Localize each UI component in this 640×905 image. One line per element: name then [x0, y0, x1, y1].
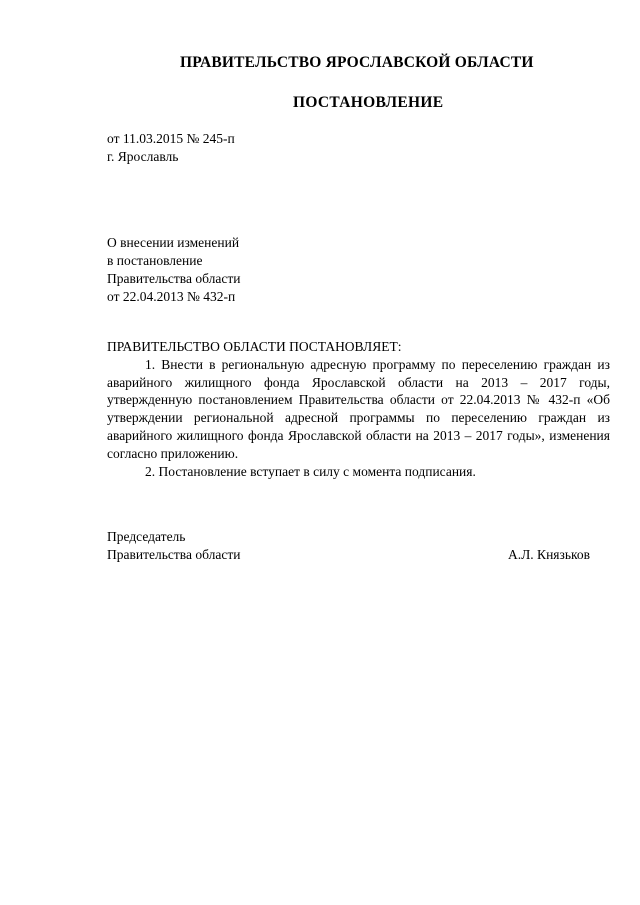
- subject-line: Правительства области: [107, 271, 241, 286]
- item-2: 2. Постановление вступает в силу с момента подписания.: [145, 463, 476, 479]
- signatory-position-line2: Правительства области: [107, 547, 241, 562]
- document-body: [107, 338, 610, 480]
- subject-block: [107, 234, 240, 306]
- preamble: ПРАВИТЕЛЬСТВО ОБЛАСТИ ПОСТАНОВЛЯЕТ:: [107, 339, 402, 354]
- date-number: от 11.03.2015 № 245-п: [107, 131, 235, 146]
- organization-title: ПРАВИТЕЛЬСТВО ЯРОСЛАВСКОЙ ОБЛАСТИ: [180, 54, 534, 71]
- item-1: 1. Внести в региональную адресную программу по переселению граждан из аварийного жилищного фонда Ярославской области на 2013 – 2017 годы, утвержденную постановлением Правительства области от 22.04.2013 № 432-п «Об утверждении региональной адресной программы по переселению граждан из аварийного жилищного фонда Ярославской области на 2013 – 2017 годы», изменения согласно приложению.: [107, 356, 610, 461]
- subject-line: в постановление: [107, 253, 203, 268]
- signatory-name: А.Л. Князьков: [508, 547, 590, 562]
- subject-line: О внесении изменений: [107, 235, 240, 250]
- signature-row: [107, 546, 590, 564]
- signatory-position-line1: Председатель: [107, 529, 186, 544]
- city: г. Ярославль: [107, 149, 179, 164]
- subject-line: от 22.04.2013 № 432-п: [107, 289, 236, 304]
- document-type-title: ПОСТАНОВЛЕНИЕ: [293, 94, 444, 111]
- signature-block: [107, 528, 590, 564]
- document-meta: [107, 130, 235, 166]
